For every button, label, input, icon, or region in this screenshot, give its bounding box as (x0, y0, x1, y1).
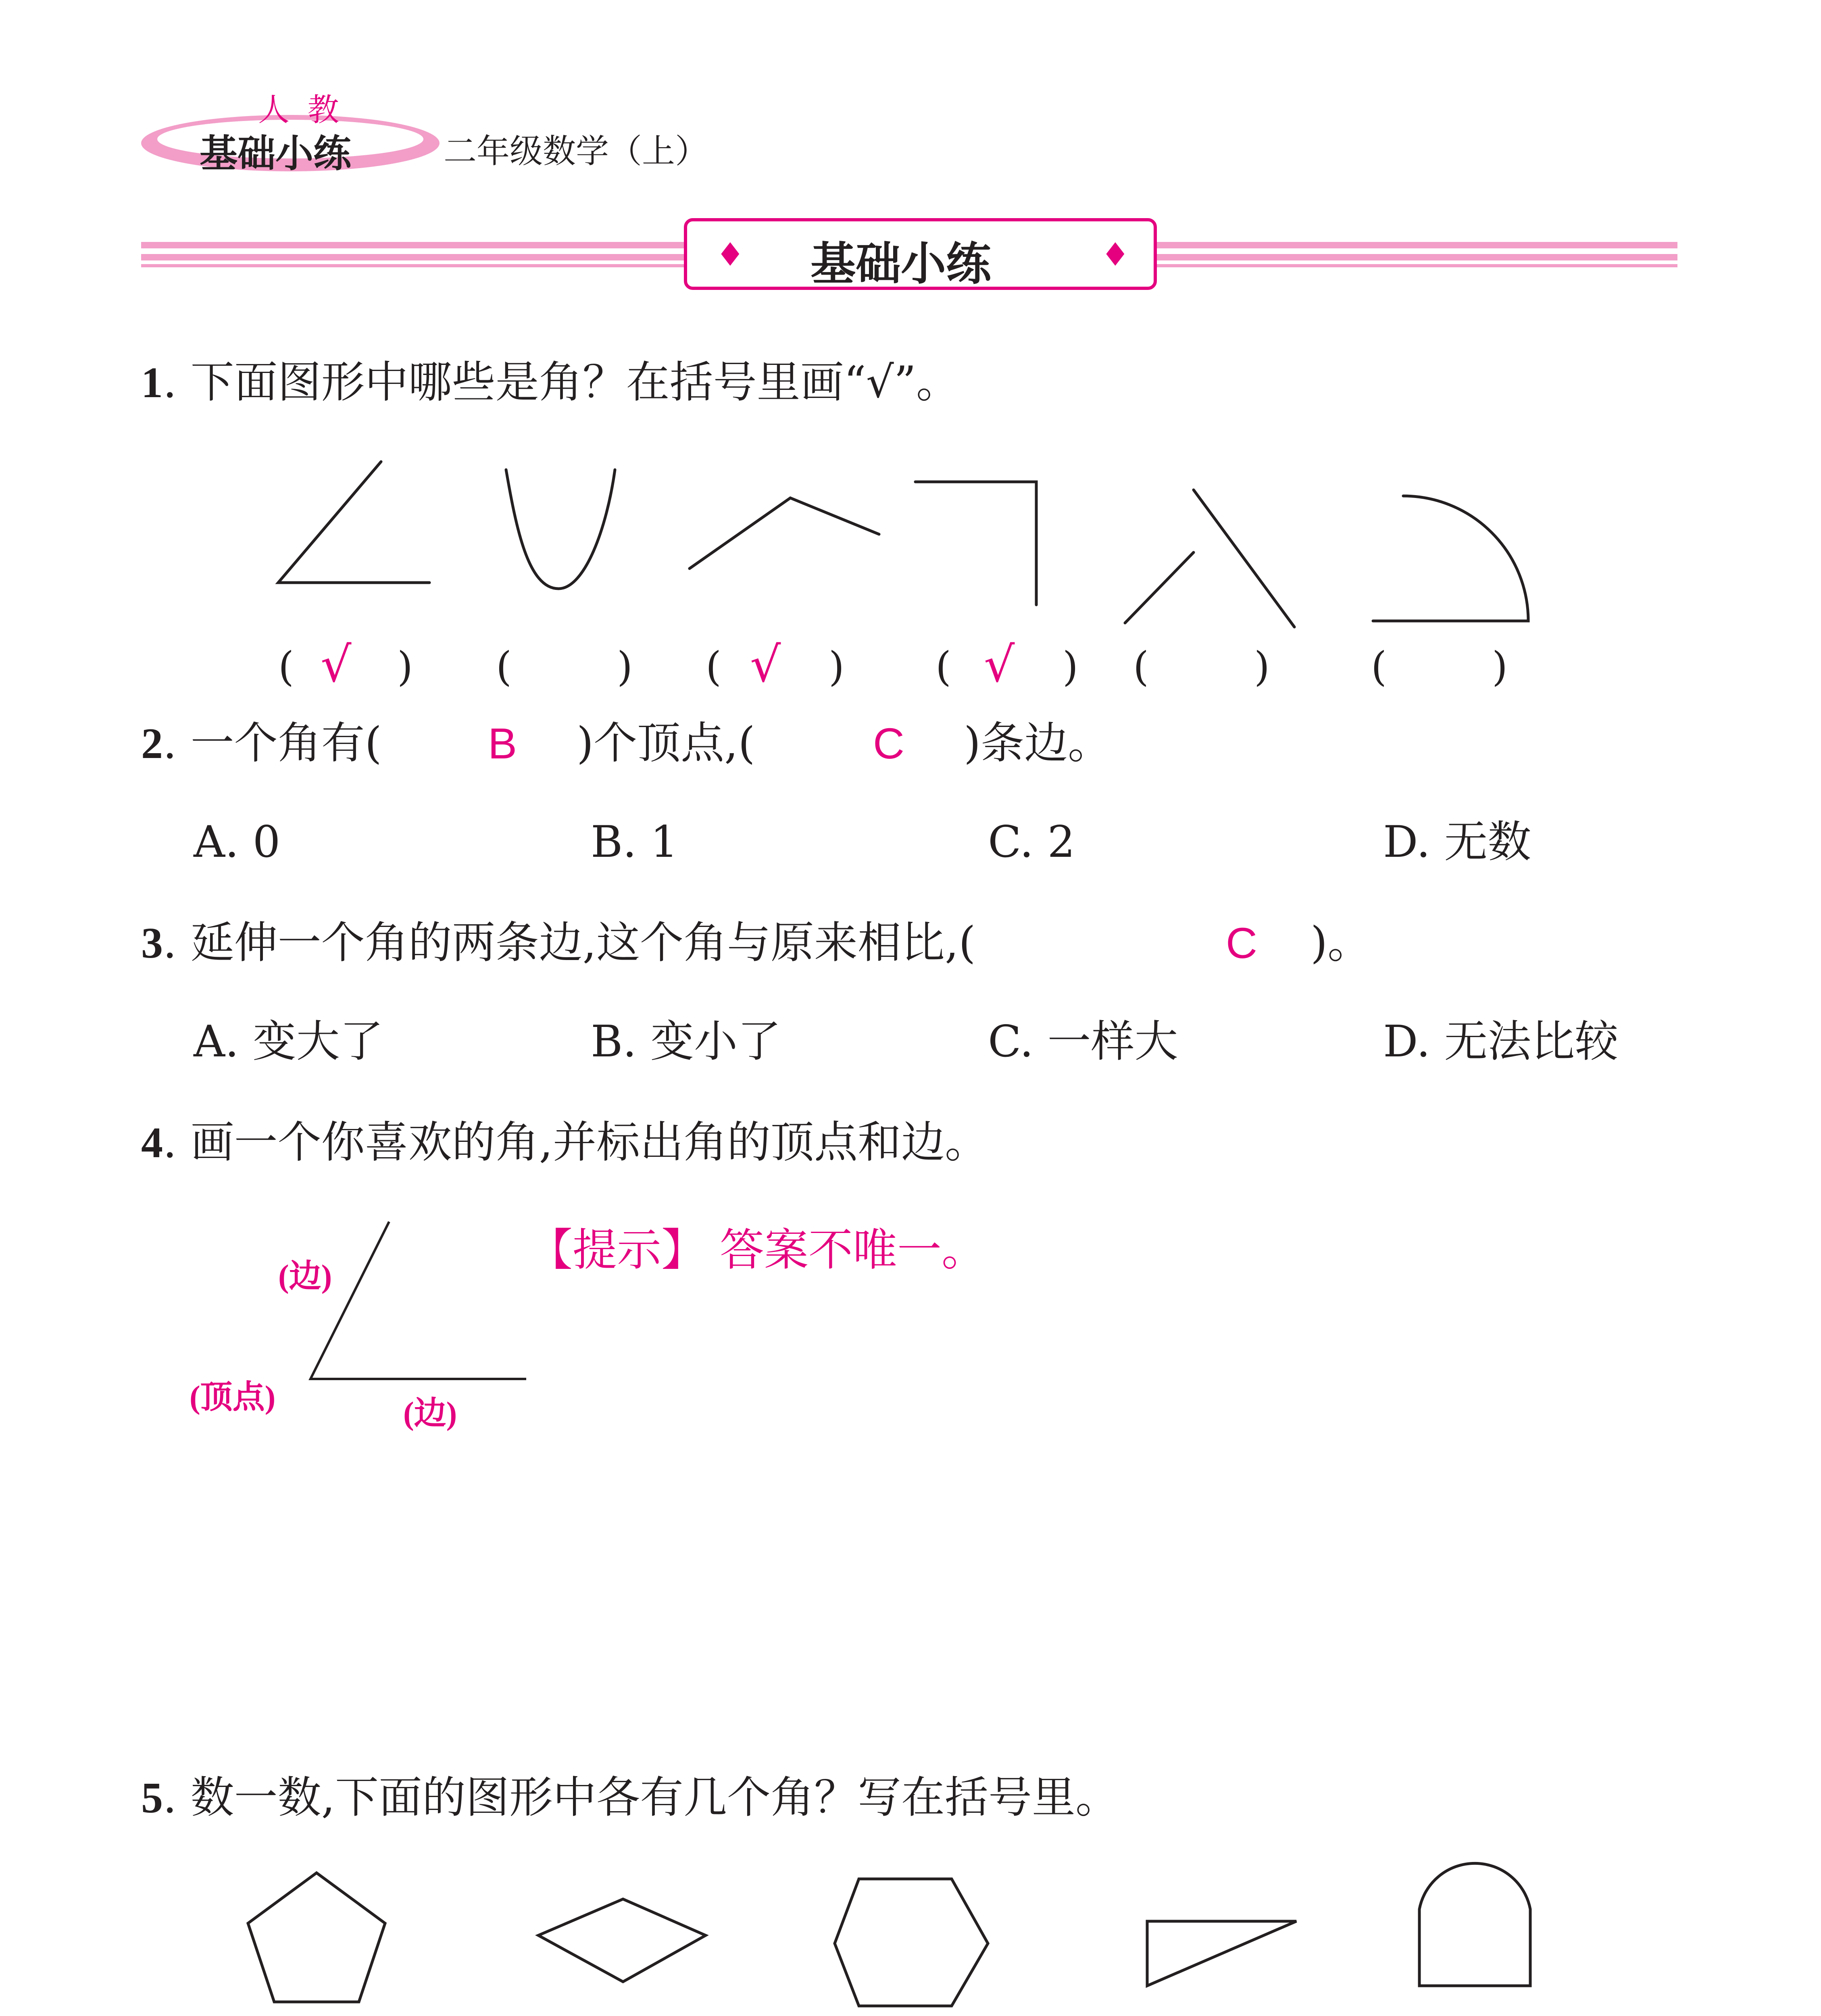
q4-label-vertex: (顶点) (190, 1380, 276, 1415)
q4-number: 4 (141, 1119, 163, 1167)
q1-figure-2-curve (506, 470, 615, 589)
q5-text: . 数一数,下面的图形中各有几个角？写在括号里。 (163, 1772, 1119, 1823)
q1-answer-4: √ (984, 637, 1015, 693)
header-subject: 二年级数学（上） (444, 132, 708, 171)
section-title: 基础小练 (810, 238, 991, 290)
q2-option-d: D. 无数 (1383, 817, 1531, 867)
header-series: 基础小练 (200, 132, 352, 176)
q4-drawn-angle (310, 1222, 526, 1379)
q2-stem (141, 718, 382, 768)
q2-option-a: A. 0 (194, 817, 281, 867)
q2-answer-a: B (488, 719, 517, 768)
q1-figure-5-open-lines (1125, 490, 1294, 627)
header-edition: 人 教 (258, 92, 343, 128)
q2-text-c: )条边。 (964, 718, 1112, 768)
q3-option-c: C. 一样大 (988, 1016, 1178, 1067)
q2-text-a: . 一个角有( (163, 718, 382, 768)
q2-number: 2 (141, 720, 163, 768)
q2-option-c: C. 2 (988, 817, 1075, 867)
q1-answer-row: ( √ ) ( ) ( √ ) ( √ ) ( ) ( ) (278, 637, 1508, 693)
q5-rhombus (538, 1899, 706, 1982)
q3-option-b: B. 变小了 (591, 1016, 781, 1067)
q5-number: 5 (141, 1774, 163, 1822)
q3-number: 3 (141, 919, 163, 967)
q1-figure-3-angle (690, 498, 879, 569)
q3-text-a: . 延伸一个角的两条边,这个角与原来相比,( (163, 918, 976, 968)
q1-stem (141, 357, 960, 408)
q3-option-d: D. 无法比较 (1383, 1016, 1619, 1067)
q4-label-side-bottom: (边) (403, 1396, 457, 1431)
q3-option-a: A. 变大了 (194, 1016, 383, 1067)
q4-hint: 【提示】 答案不唯一。 (528, 1224, 986, 1276)
q4-label-side-top: (边) (278, 1259, 332, 1294)
q1-figure-4-angle (915, 482, 1036, 605)
q2-text-b: )个顶点,( (577, 718, 755, 768)
q5-stem (141, 1772, 1119, 1823)
q5-arch-shape (1419, 1863, 1530, 1986)
q2-answer-b: C (873, 719, 904, 768)
q3-stem (141, 918, 976, 968)
q1-figure-6-sector (1373, 496, 1528, 621)
q1-figure-1-angle (278, 462, 429, 583)
q5-triangle (1147, 1921, 1296, 1986)
q5-hexagon (835, 1879, 988, 2006)
section-title-right-diamond: ♦ (1101, 236, 1130, 273)
q2-option-b: B. 1 (591, 817, 678, 867)
q1-text: . 下面图形中哪些是角？在括号里画“√”。 (163, 357, 960, 408)
q1-answer-1: √ (321, 637, 352, 693)
q1-answer-3: √ (750, 637, 781, 693)
q3-text-b: )。 (1311, 918, 1371, 968)
q4-stem (141, 1117, 988, 1168)
q4-text: . 画一个你喜欢的角,并标出角的顶点和边。 (163, 1117, 988, 1168)
q1-number: 1 (141, 359, 163, 407)
q5-pentagon (248, 1873, 385, 2002)
q3-answer: C (1226, 918, 1257, 967)
section-title-left-diamond: ♦ (716, 236, 745, 273)
